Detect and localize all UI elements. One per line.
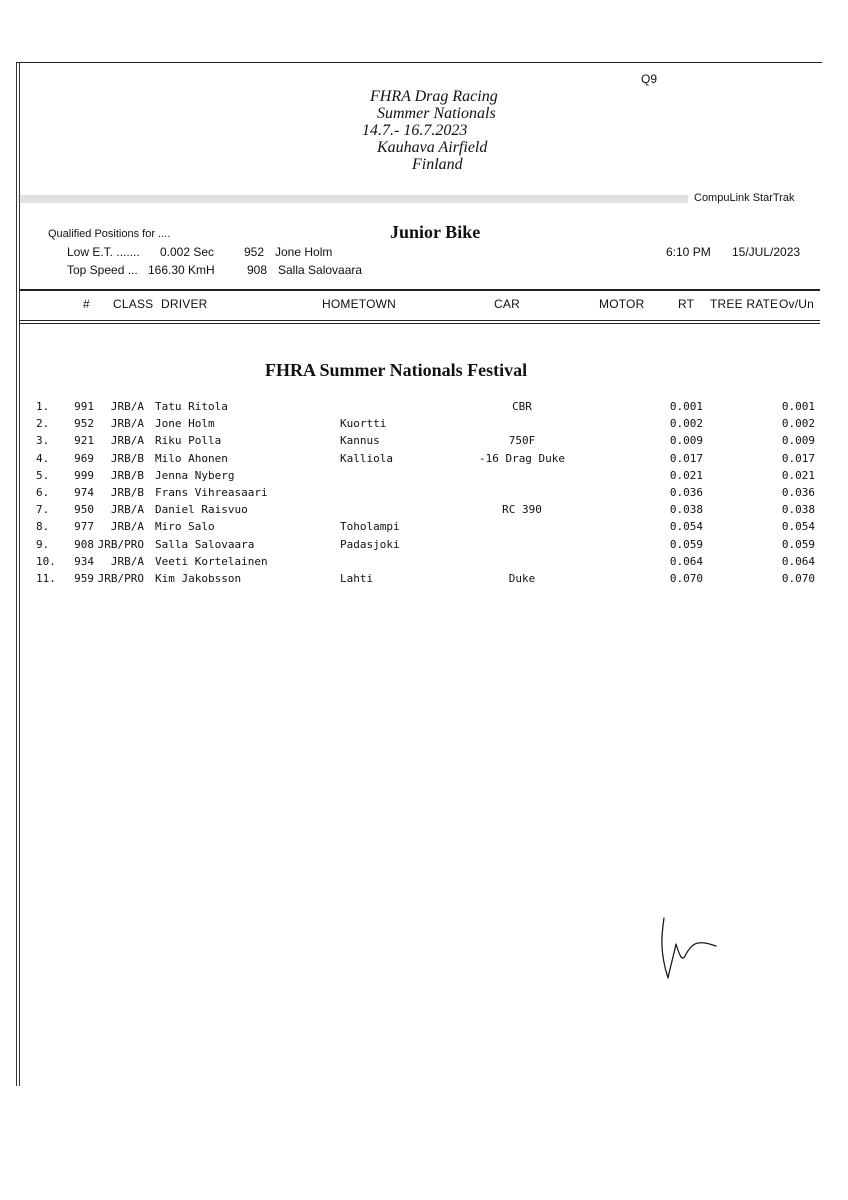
row-ov-un: 0.009 bbox=[781, 434, 815, 448]
row-hometown: Lahti bbox=[340, 572, 374, 585]
low-et-car-number: 952 bbox=[244, 245, 265, 259]
top-border bbox=[16, 62, 822, 63]
row-position: 10. bbox=[36, 554, 56, 568]
row-rt: 0.017 bbox=[669, 451, 703, 465]
top-speed-value: 166.30 KmH bbox=[148, 263, 215, 277]
row-car-number: 969 bbox=[74, 451, 94, 465]
row-driver: Daniel Raisvuo bbox=[155, 503, 248, 517]
top-speed-label: Top Speed ... bbox=[67, 263, 138, 277]
col-header-number: # bbox=[83, 297, 90, 311]
row-car: -16 Drag Duke bbox=[478, 451, 566, 465]
row-car-number: 950 bbox=[74, 503, 94, 517]
col-header-rt: RT bbox=[678, 297, 695, 311]
row-position: 8. bbox=[36, 520, 50, 534]
row-ov-un: 0.070 bbox=[781, 572, 815, 585]
report-time: 6:10 PM bbox=[666, 245, 711, 259]
top-speed-driver: Salla Salovaara bbox=[278, 263, 363, 277]
row-class: JRB/A bbox=[110, 434, 144, 448]
low-et-driver: Jone Holm bbox=[275, 245, 333, 259]
qualified-label: Qualified Positions for .... bbox=[48, 228, 171, 240]
row-class: JRB/PRO bbox=[97, 572, 144, 585]
row-driver: Frans Vihreasaari bbox=[155, 486, 268, 499]
row-ov-un: 0.002 bbox=[781, 417, 815, 431]
header-rule-bottom-2 bbox=[19, 323, 820, 324]
event-title-line1: FHRA Drag Racing bbox=[370, 88, 498, 105]
col-header-ov-un: Ov/Un bbox=[779, 297, 815, 311]
row-car: RC 390 bbox=[502, 503, 542, 517]
event-title-line2: Summer Nationals bbox=[377, 105, 496, 122]
row-rt: 0.070 bbox=[669, 572, 703, 585]
event-venue: Kauhava Airfield bbox=[377, 139, 488, 156]
row-car: 750F bbox=[508, 434, 536, 448]
row-rt: 0.054 bbox=[669, 520, 703, 534]
row-car-number: 974 bbox=[74, 486, 94, 499]
row-ov-un: 0.021 bbox=[781, 468, 815, 482]
row-hometown: Kalliola bbox=[340, 451, 393, 465]
row-class: JRB/A bbox=[110, 554, 144, 568]
row-driver: Milo Ahonen bbox=[155, 451, 228, 465]
row-position: 3. bbox=[36, 434, 50, 448]
col-header-driver: DRIVER bbox=[161, 297, 208, 311]
row-driver: Jone Holm bbox=[155, 417, 215, 431]
row-class: JRB/B bbox=[110, 451, 144, 465]
row-position: 2. bbox=[36, 417, 50, 431]
row-rt: 0.038 bbox=[669, 503, 703, 517]
row-driver: Veeti Kortelainen bbox=[155, 554, 268, 568]
col-header-hometown: HOMETOWN bbox=[322, 297, 397, 311]
row-driver: Miro Salo bbox=[155, 520, 215, 534]
row-driver: Jenna Nyberg bbox=[155, 468, 235, 482]
dotted-band bbox=[18, 195, 688, 203]
row-car-number: 921 bbox=[74, 434, 94, 448]
row-hometown: Padasjoki bbox=[340, 537, 400, 551]
row-position: 11. bbox=[36, 572, 56, 585]
row-position: 1. bbox=[36, 400, 50, 413]
col-header-class: CLASS bbox=[113, 297, 154, 311]
row-rt: 0.002 bbox=[669, 417, 703, 431]
row-ov-un: 0.064 bbox=[781, 554, 815, 568]
row-driver: Kim Jakobsson bbox=[155, 572, 242, 585]
col-header-motor: MOTOR bbox=[599, 297, 645, 311]
top-speed-car-number: 908 bbox=[247, 263, 268, 277]
row-class: JRB/A bbox=[110, 400, 144, 413]
row-class: JRB/B bbox=[110, 468, 144, 482]
row-car-number: 934 bbox=[74, 554, 94, 568]
row-car: CBR bbox=[512, 400, 532, 413]
category-title: Junior Bike bbox=[390, 222, 481, 242]
row-hometown: Toholampi bbox=[340, 520, 400, 534]
row-rt: 0.059 bbox=[669, 537, 703, 551]
row-ov-un: 0.001 bbox=[781, 400, 815, 413]
row-hometown: Kuortti bbox=[340, 417, 387, 431]
row-driver: Tatu Ritola bbox=[155, 400, 228, 413]
row-car-number: 952 bbox=[74, 417, 94, 431]
row-ov-un: 0.017 bbox=[781, 451, 815, 465]
header-rule-top bbox=[19, 289, 820, 291]
row-car-number: 908 bbox=[74, 537, 94, 551]
header-rule-bottom-1 bbox=[19, 320, 820, 321]
row-position: 7. bbox=[36, 503, 50, 517]
row-driver: Riku Polla bbox=[155, 434, 222, 448]
col-header-car: CAR bbox=[494, 297, 520, 311]
row-car-number: 999 bbox=[74, 468, 94, 482]
row-ov-un: 0.054 bbox=[781, 520, 815, 534]
row-position: 6. bbox=[36, 486, 50, 499]
row-class: JRB/PRO bbox=[97, 537, 144, 551]
row-car-number: 991 bbox=[74, 400, 94, 413]
row-rt: 0.001 bbox=[669, 400, 703, 413]
row-ov-un: 0.036 bbox=[781, 486, 815, 499]
row-driver: Salla Salovaara bbox=[155, 537, 255, 551]
row-rt: 0.036 bbox=[669, 486, 703, 499]
event-dates: 14.7.- 16.7.2023 bbox=[362, 122, 468, 139]
row-class: JRB/A bbox=[110, 503, 144, 517]
page-code: Q9 bbox=[641, 72, 658, 86]
low-et-label: Low E.T. ....... bbox=[67, 245, 140, 259]
low-et-value: 0.002 Sec bbox=[160, 245, 215, 259]
row-class: JRB/A bbox=[110, 417, 144, 431]
row-position: 9. bbox=[36, 537, 50, 551]
col-header-tree-rate: TREE RATE bbox=[710, 297, 779, 311]
row-rt: 0.021 bbox=[669, 468, 703, 482]
row-hometown: Kannus bbox=[340, 434, 380, 448]
system-label: CompuLink StarTrak bbox=[694, 192, 795, 204]
row-class: JRB/B bbox=[110, 486, 144, 499]
row-rt: 0.009 bbox=[669, 434, 703, 448]
row-ov-un: 0.059 bbox=[781, 537, 815, 551]
row-class: JRB/A bbox=[110, 520, 144, 534]
row-ov-un: 0.038 bbox=[781, 503, 815, 517]
row-position: 4. bbox=[36, 451, 50, 465]
signature bbox=[650, 910, 730, 990]
event-country: Finland bbox=[412, 156, 463, 173]
row-car-number: 959 bbox=[74, 572, 94, 585]
report-date: 15/JUL/2023 bbox=[732, 245, 801, 259]
row-position: 5. bbox=[36, 468, 50, 482]
section-title: FHRA Summer Nationals Festival bbox=[265, 360, 528, 380]
row-car-number: 977 bbox=[74, 520, 94, 534]
row-rt: 0.064 bbox=[669, 554, 703, 568]
row-car: Duke bbox=[508, 572, 536, 585]
